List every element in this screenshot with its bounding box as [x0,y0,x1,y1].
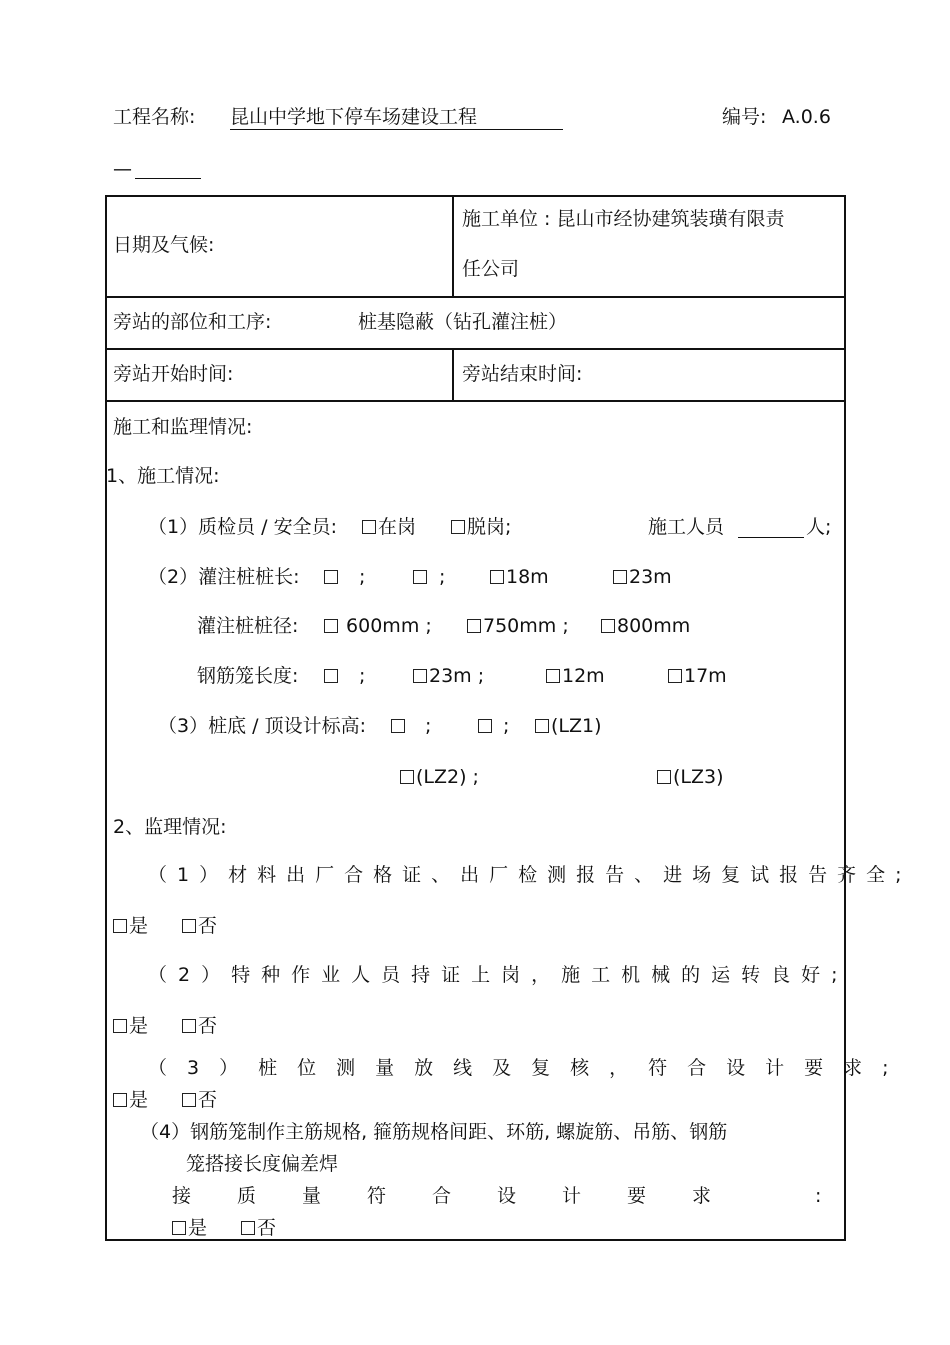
inspector-label: （1）质检员 / 安全员: [148,516,337,538]
option-onpost: 在岗 [362,518,416,537]
checkbox-icon[interactable] [182,919,196,933]
supervision-item-3: （3）桩位测量放线及复核，符合设计要求; [148,1057,909,1079]
checkbox-icon[interactable] [324,669,338,683]
construction-title: 1、施工情况: [106,465,220,487]
code-underline [135,178,201,179]
col-divider [452,349,454,401]
yes-option: 是 [113,917,148,936]
no-option: 否 [182,1091,217,1110]
workers-blank [738,537,804,538]
cage-option-12: 12m [546,667,605,686]
yes-option: 是 [113,1017,148,1036]
checkbox-icon[interactable] [451,520,465,534]
workers-unit: 人; [806,516,832,538]
col-divider [452,197,454,297]
diameter-option-750: 750mm ; [467,617,569,636]
elevation-option-blank-2 [478,717,494,736]
code-value: A.0.6 [782,106,831,128]
start-time-label: 旁站开始时间: [113,363,234,385]
separator: ; [503,715,510,737]
diameter-option-600: 600mm ; [324,617,432,636]
pile-length-label: （2）灌注桩桩长: [148,566,300,588]
option-offpost: 脱岗; [451,518,511,537]
project-label: 工程名称: [113,106,196,128]
checkbox-icon[interactable] [413,669,427,683]
elevation-option-blank-1 [391,717,407,736]
checkbox-icon[interactable] [657,770,671,784]
project-name: 昆山中学地下停车场建设工程 [230,106,478,128]
part-label: 旁站的部位和工序: [113,311,272,333]
project-name-underline [230,129,563,130]
workers-label: 施工人员 [648,516,725,538]
yes-option: 是 [172,1219,207,1238]
cage-option-17: 17m [668,667,727,686]
yes-option: 是 [113,1091,148,1110]
checkbox-icon[interactable] [613,570,627,584]
cage-option-23: 23m ; [413,667,484,686]
length-option-23: 23m [613,568,672,587]
pile-diameter-label: 灌注桩桩径: [197,615,299,637]
checkbox-icon[interactable] [113,1093,127,1107]
no-option: 否 [241,1219,276,1238]
elevation-label: （3）桩底 / 顶设计标高: [158,715,366,737]
contractor-line2: 任公司 [462,258,520,280]
code-label: 编号: [722,106,767,128]
supervision-title: 2、监理情况: [113,816,227,838]
cage-option-blank [324,667,340,686]
length-option-blank-2 [413,568,429,587]
checkbox-icon[interactable] [113,919,127,933]
supervision-item-2: （2）特种作业人员持证上岗，施工机械的运转良好; [148,964,849,986]
supervision-item-1: （1）材料出厂合格证、出厂检测报告、进场复试报告齐全; [148,864,912,886]
separator: ; [359,566,366,588]
checkbox-icon[interactable] [478,719,492,733]
supervision-item-4-line3: 接质量符合设计要求 [172,1185,758,1207]
checkbox-icon[interactable] [362,520,376,534]
separator: ; [425,715,432,737]
checkbox-icon[interactable] [324,619,338,633]
elevation-option-lz2: (LZ2) ; [400,768,479,787]
cage-length-label: 钢筋笼长度: [197,665,299,687]
contractor-line1: 施工单位 : 昆山市经协建筑装璜有限责 [462,208,785,230]
length-option-blank-1 [324,568,340,587]
checkbox-icon[interactable] [391,719,405,733]
checkbox-icon[interactable] [182,1093,196,1107]
colon: : [815,1185,822,1207]
supervision-item-4-line1: （4）钢筋笼制作主筋规格, 箍筋规格间距、环筋, 螺旋筋、吊筋、钢筋 [140,1121,728,1143]
row-divider [106,400,844,402]
no-option: 否 [182,917,217,936]
row-divider [106,348,844,350]
checkbox-icon[interactable] [490,570,504,584]
checkbox-icon[interactable] [113,1019,127,1033]
checkbox-icon[interactable] [413,570,427,584]
supervision-item-4-line2: 笼搭接长度偏差焊 [186,1153,339,1175]
part-value: 桩基隐蔽（钻孔灌注桩） [358,311,568,333]
checkbox-icon[interactable] [324,570,338,584]
code-dash: — [113,158,132,180]
checkbox-icon[interactable] [535,719,549,733]
checkbox-icon[interactable] [668,669,682,683]
checkbox-icon[interactable] [182,1019,196,1033]
no-option: 否 [182,1017,217,1036]
date-weather-label: 日期及气候: [113,234,215,256]
length-option-18: 18m [490,568,549,587]
checkbox-icon[interactable] [467,619,481,633]
separator: ; [359,665,366,687]
checkbox-icon[interactable] [601,619,615,633]
checkbox-icon[interactable] [241,1221,255,1235]
elevation-option-lz1: (LZ1) [535,717,602,736]
diameter-option-800: 800mm [601,617,690,636]
row-divider [106,296,844,298]
separator: ; [439,566,446,588]
elevation-option-lz3: (LZ3) [657,768,724,787]
section-title: 施工和监理情况: [113,416,253,438]
end-time-label: 旁站结束时间: [462,363,583,385]
checkbox-icon[interactable] [172,1221,186,1235]
checkbox-icon[interactable] [400,770,414,784]
checkbox-icon[interactable] [546,669,560,683]
